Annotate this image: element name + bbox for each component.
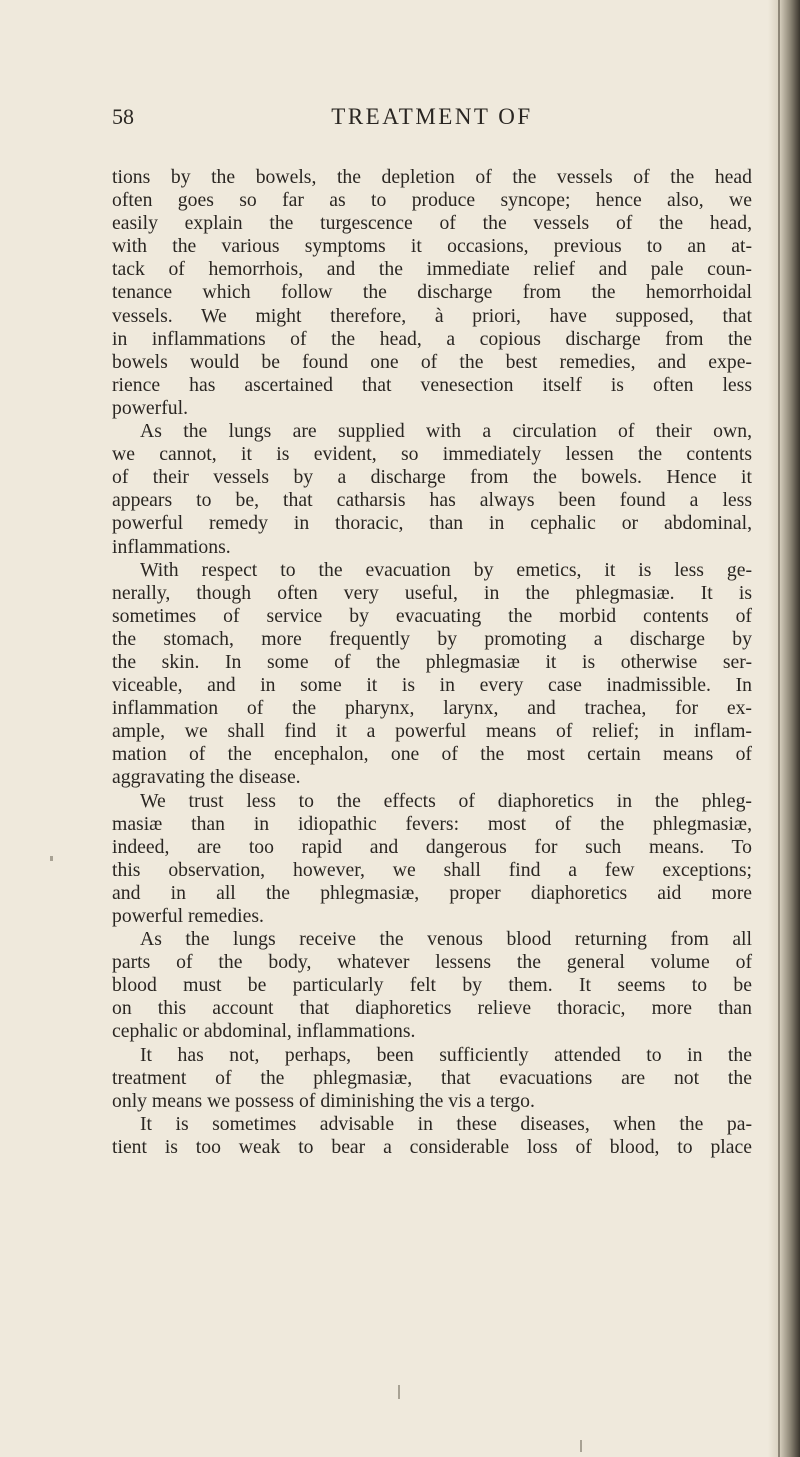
text-line: tions by the bowels, the depletion of the vessels of the head: [112, 166, 752, 188]
paragraph-start-line: With respect to the evacuation by emetics, it is less ge-: [140, 558, 752, 581]
paragraph-start-line: We trust less to the effects of diaphoretics in the phleg-: [140, 789, 752, 812]
text-line: often goes so far as to produce syncope; hence also, we: [112, 189, 752, 212]
text-line: only means we possess of diminishing the vis a tergo.: [112, 1089, 535, 1112]
text-line: powerful remedy in thoracic, than in cephalic or abdominal,: [112, 512, 752, 535]
page-edge-line: [778, 0, 780, 1457]
page-number: 58: [112, 104, 134, 129]
text-line: sometimes of service by evacuating the morbid contents of: [112, 604, 752, 627]
body-text: [112, 166, 752, 1159]
text-line: rience has ascertained that venesection itself is often less: [112, 373, 752, 396]
text-line: and in all the phlegmasiæ, proper diaphoretics aid more: [112, 881, 752, 904]
paragraph-start-line: It is sometimes advisable in these diseases, when the pa-: [140, 1112, 752, 1135]
text-line: bowels would be found one of the best remedies, and expe-: [112, 350, 752, 373]
text-line: appears to be, that catharsis has always been found a less: [112, 489, 752, 512]
text-line: cephalic or abdominal, inflammations.: [112, 1020, 416, 1043]
paragraph-start-line: As the lungs receive the venous blood returning from all: [140, 928, 752, 951]
text-line: powerful.: [112, 396, 188, 419]
text-line: with the various symptoms it occasions, previous to an at-: [112, 235, 752, 258]
text-line: on this account that diaphoretics relieve thoracic, more than: [112, 997, 752, 1020]
text-line: tack of hemorrhois, and the immediate relief and pale coun-: [112, 258, 752, 281]
text-line: this observation, however, we shall find a few exceptions;: [112, 858, 752, 881]
text-line: the stomach, more frequently by promoting a discharge by: [112, 627, 752, 650]
text-line: powerful remedies.: [112, 905, 264, 927]
text-line: masiæ than in idiopathic fevers: most of the phlegmasiæ,: [112, 812, 752, 835]
text-line: viceable, and in some it is in every case inadmissible. In: [112, 674, 752, 697]
text-line: nerally, though often very useful, in the phlegmasiæ. It is: [112, 581, 752, 604]
text-line: in inflammations of the head, a copious discharge from the: [112, 327, 752, 350]
text-line: blood must be particularly felt by them. It seems to be: [112, 974, 752, 997]
paragraph-start-line: It has not, perhaps, been sufficiently attended to in the: [140, 1043, 752, 1066]
text-line: aggravating the disease.: [112, 766, 301, 789]
text-line: tenance which follow the discharge from the hemorrhoidal: [112, 281, 752, 304]
text-line: ample, we shall find it a powerful means of relief; in inflam-: [112, 720, 752, 743]
text-line: inflammation of the pharynx, larynx, and trachea, for ex-: [112, 697, 752, 720]
text-line: vessels. We might therefore, à priori, have supposed, that: [112, 304, 752, 327]
text-line: tient is too weak to bear a considerable loss of blood, to place: [112, 1135, 752, 1158]
text-line: the skin. In some of the phlegmasiæ it is otherwise ser-: [112, 650, 752, 673]
text-line: we cannot, it is evident, so immediately lessen the contents: [112, 443, 752, 466]
ink-speck: [398, 1385, 400, 1399]
ink-speck: [580, 1440, 582, 1452]
paragraph-start-line: As the lungs are supplied with a circulation of their own,: [140, 420, 752, 443]
ink-speck: [50, 856, 53, 861]
text-line: easily explain the turgescence of the vessels of the head,: [112, 212, 752, 235]
text-line: of their vessels by a discharge from the bowels. Hence it: [112, 466, 752, 489]
text-line: inflammations.: [112, 535, 231, 558]
page-header: [112, 104, 752, 144]
text-line: parts of the body, whatever lessens the general volume of: [112, 951, 752, 974]
text-line: indeed, are too rapid and dangerous for such means. To: [112, 835, 752, 858]
text-line: mation of the encephalon, one of the most certain means of: [112, 743, 752, 766]
running-title: TREATMENT OF: [331, 104, 533, 129]
page-gutter-shadow: [768, 0, 800, 1457]
text-line: treatment of the phlegmasiæ, that evacuations are not the: [112, 1066, 752, 1089]
